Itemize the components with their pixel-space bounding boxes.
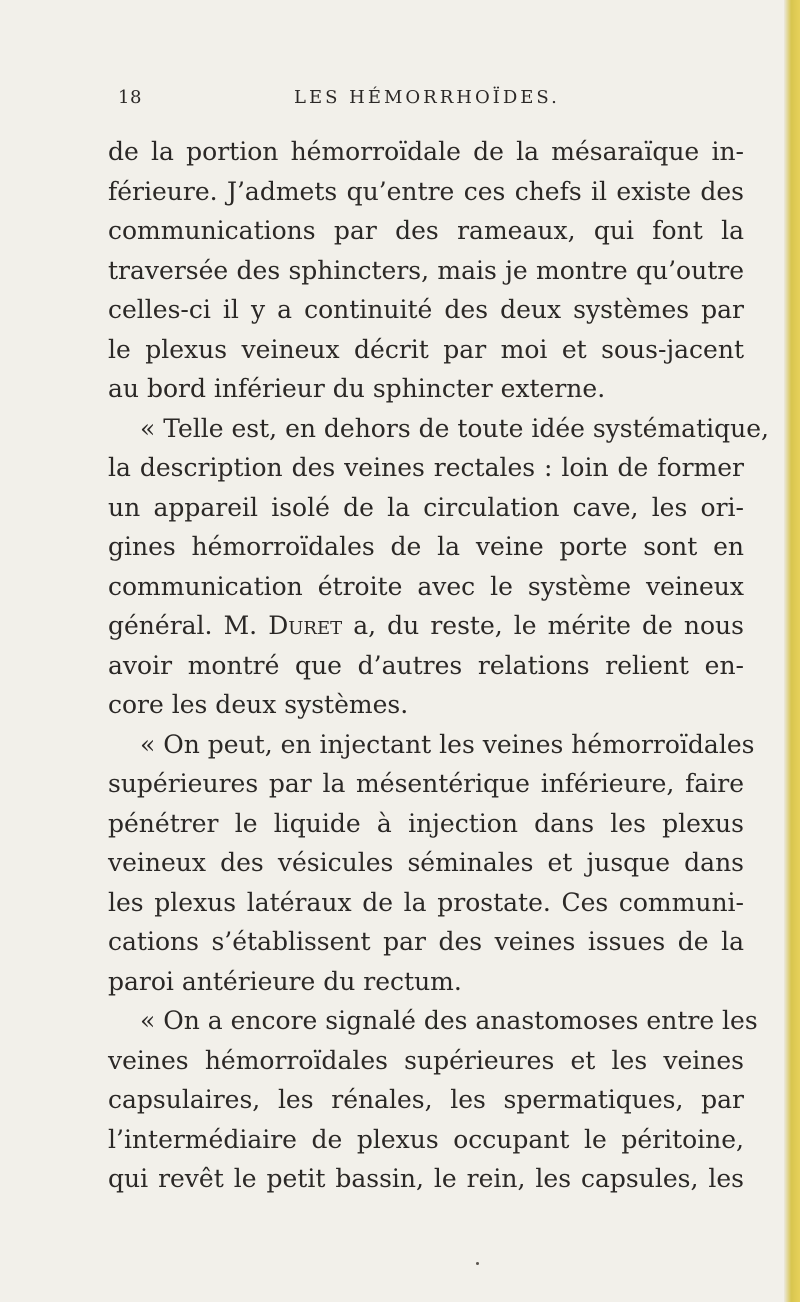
paragraph-1 [108, 132, 744, 409]
text-line-with-author [108, 606, 744, 646]
text-line: capsulaires, les rénales, les spermatiques, par [108, 1085, 744, 1114]
text-line: communication étroite avec le système veineux [108, 571, 744, 601]
text-line: pénétrer le liquide à injection dans les plexus [108, 808, 744, 838]
text-line: communications par des rameaux, qui font la [108, 216, 744, 245]
text-line: veineux des vésicules séminales et jusque dans [108, 848, 744, 877]
body-text [108, 132, 769, 1199]
text-line: au bord inférieur du sphincter externe. [108, 374, 606, 403]
text-line: la description des veines rectales : loin de former [108, 453, 744, 482]
text-line: « On a encore signalé des anastomoses entre les [140, 1006, 758, 1035]
text-line: l’intermédiaire de plexus occupant le péritoine, [108, 1124, 744, 1154]
text-line: gines hémorroïdales de la veine porte sont en [108, 532, 744, 561]
text-line: « Telle est, en dehors de toute idée systématique, [140, 413, 769, 443]
text-line: un appareil isolé de la circulation cave, les ori- [108, 492, 744, 522]
text-run: a, du reste, le mérite de nous [342, 611, 744, 640]
text-line: férieure. J’admets qu’entre ces chefs il existe des [108, 176, 744, 206]
text-line: le plexus veineux décrit par moi et sous-jacent [108, 334, 744, 364]
text-line: traversée des sphincters, mais je montre qu’outre [108, 255, 744, 285]
text-line: les plexus latéraux de la prostate. Ces communi- [108, 887, 744, 917]
page-number: 18 [118, 87, 142, 108]
text-line: qui revêt le petit bassin, le rein, les capsules, les [108, 1164, 744, 1193]
page-header [118, 86, 738, 110]
text-run: général. M. [108, 611, 269, 640]
paragraph-3 [108, 725, 755, 1002]
running-title: LES HÉMORRHOÏDES. [294, 87, 560, 108]
text-line: veines hémorroïdales supérieures et les veines [108, 1045, 744, 1075]
paper-speck [476, 1262, 479, 1265]
text-line: supérieures par la mésentérique inférieure, faire [108, 769, 744, 798]
page-edge [784, 0, 800, 1302]
text-line: core les deux systèmes. [108, 690, 409, 719]
paragraph-4 [108, 1001, 758, 1199]
text-line: de la portion hémorroïdale de la mésaraïque in- [108, 137, 744, 166]
paragraph-2 [108, 409, 769, 725]
text-line: celles-ci il y a continuité des deux systèmes par [108, 295, 744, 324]
text-line: avoir montré que d’autres relations relient en- [108, 650, 744, 680]
text-line: cations s’établissent par des veines issues de la [108, 927, 744, 956]
author-name: Duret [268, 611, 343, 640]
text-line: paroi antérieure du rectum. [108, 966, 462, 996]
text-line: « On peut, en injectant les veines hémorroïdales [140, 729, 755, 759]
